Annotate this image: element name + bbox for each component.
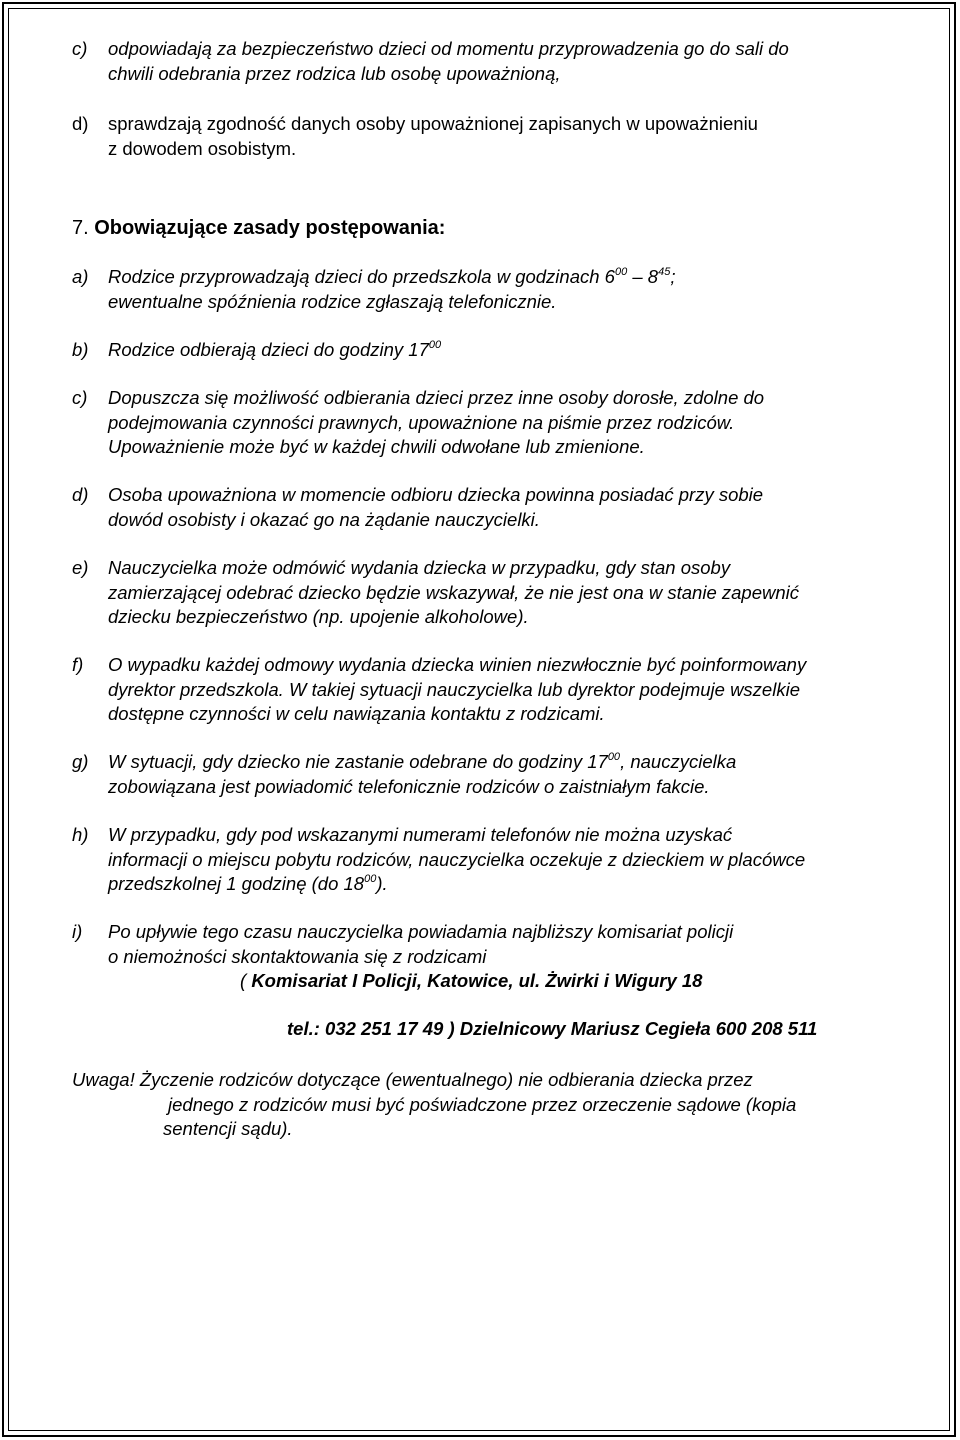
item-text-line: Po upływie tego czasu nauczycielka powiadamia najbliższy komisariat policji: [108, 921, 734, 942]
item-text-line: O wypadku każdej odmowy wydania dziecka winien niezwłocznie być poinformowany: [108, 654, 807, 675]
police-phone-line: tel.: 032 251 17 49 ) Dzielnicowy Mariusz Cegieła 600 208 511: [287, 1018, 818, 1039]
item-text-line: Dopuszcza się możliwość odbierania dzieci przez inne osoby dorosłe, zdolne do: [108, 387, 765, 408]
item-text-line: zobowiązana jest powiadomić telefonicznie rodziców o zaistniałym fakcie.: [108, 775, 710, 797]
item-text-line: dostępne czynności w celu nawiązania kontaktu z rodzicami.: [108, 703, 605, 724]
document-page: c) odpowiadają za bezpieczeństwo dzieci od momentu przyprowadzenia go do sali do chwili odebrania przez rodzica lub osobę upoważnioną, d) sprawdzają zgodność danych osoby upoważnionej zapisanych w upoważnieniu z dowodem osobistym. 7. Obowiązujące zasady postępowania: a) Rodzice przyprowadzają dzieci do przedszkola w godzinach $6^{00} - 8^{45}$; ewentualne spóźnienia rodzice zgłaszają telefonicznie. b) Rodzice odbierają dzieci do godziny $17^{00}$ c) Dopuszcza się możliwość odbierania dzieci przez inne osoby dorosłe, zdolne do podejmowania czynności prawnych, upoważnione na piśmie przez rodziców. Upoważnienie może być w każdej chwili odwołane lub zmienione. d) Osoba upoważniona w momencie odbioru dziecka powinna posiadać przy sobie dowód osobisty i okazać go na żądanie nauczycielki. e) Nauczycielka może odmówić wydania dziecka w przypadku, gdy stan osoby zamierzającej odebrać dziecko będzie wskazywał, że nie jest ona w stanie zapewnić dziecku bezpieczeństwo (np. upojenie alkoholowe). f) O wypadku każdej odmowy wydania dziecka winien niezwłocznie być poinformowany dyrektor przedszkola. W takiej sytuacji nauczycielka lub dyrektor podejmuje wszelkie dostępne czynności w celu nawiązania kontaktu z rodzicami. g) W sytuacji, gdy dziecko nie zastanie odebrane do godziny $17^{00}$, nauczycielka zobowiązana jest powiadomić telefonicznie rodziców o zaistniałym fakcie. h) W przypadku, gdy pod wskazanymi numerami telefonów nie można uzyskać informacji o miejscu pobytu rodziców, nauczycielka oczekuje z dzieckiem w placówce przedszkolnej 1 godzinę (do $18^{00}$). i) Po upływie tego czasu nauczycielka powiadamia najbliższy komisariat policji o niemożności skontaktowania się z rodzicami ( Komisariat I Policji, Katowice, ul. Żwirki i Wigury 18 tel.: 032 251 17 49 ) Dzielnicowy Mariusz Cegieła 600 208 511 Uwaga! Życzenie rodziców dotyczące (ewentualnego) nie odbierania dziecka przez jednego z rodziców musi być poświadczone przez orzeczenie sądowe (kopia sentencji sądu).: [0, 0, 960, 1440]
item-label: f): [72, 654, 84, 675]
item-text-line: dyrektor przedszkola. W takiej sytuacji nauczycielka lub dyrektor podejmuje wszelkie: [108, 678, 800, 700]
item-label: b): [72, 339, 89, 360]
item-text-line: Osoba upoważniona w momencie odbioru dziecka powinna posiadać przy sobie: [108, 484, 764, 505]
item-text-line: ewentualne spóźnienia rodzice zgłaszają telefonicznie.: [108, 290, 557, 312]
item-text-line: o niemożności skontaktowania się z rodzicami: [108, 945, 487, 967]
police-address: ( Komisariat I Policji, Katowice, ul. Żwirki i Wigury 18: [240, 970, 703, 991]
note-line: sentencji sądu).: [163, 1118, 293, 1139]
note-prefix: Uwaga!: [72, 1069, 135, 1090]
item-text-line: informacji o miejscu pobytu rodziców, nauczycielka oczekuje z dzieckiem w placówce: [108, 848, 806, 870]
item-label: e): [72, 557, 89, 578]
item-text-line: chwili odebrania przez rodzica lub osobę upoważnioną,: [108, 62, 561, 84]
section-title: Obowiązujące zasady postępowania:: [94, 217, 446, 239]
item-text-line: sprawdzają zgodność danych osoby upoważnionej zapisanych w upoważnieniu: [108, 113, 758, 134]
note-block: Uwaga! Życzenie rodziców dotyczące (ewentualnego) nie odbierania dziecka przez jednego z rodziców musi być poświadczone przez orzeczenie sądowe (kopia sentencji sądu).: [72, 1068, 796, 1142]
item-text-line: z dowodem osobistym.: [108, 137, 297, 159]
item-label: c): [72, 387, 88, 408]
item-text-line: odpowiadają za bezpieczeństwo dzieci od momentu przyprowadzenia go do sali do: [108, 38, 789, 59]
item-text-line: Upoważnienie może być w każdej chwili odwołane lub zmienione.: [108, 436, 645, 457]
item-label: a): [72, 266, 89, 287]
item-label: i): [72, 921, 83, 942]
section-number: 7.: [72, 217, 89, 239]
item-label: d): [72, 484, 89, 505]
item-text-line: Nauczycielka może odmówić wydania dziecka w przypadku, gdy stan osoby: [108, 557, 731, 578]
item-text-line: W przypadku, gdy pod wskazanymi numerami telefonów nie można uzyskać: [108, 824, 733, 845]
item-label: d): [72, 113, 89, 134]
item-label: h): [72, 824, 89, 845]
item-text-line: dowód osobisty i okazać go na żądanie nauczycielki.: [108, 508, 540, 530]
item-label: c): [72, 38, 88, 59]
item-text-line: zamierzającej odebrać dziecko będzie wskazywał, że nie jest ona w stanie zapewnić: [108, 581, 800, 603]
note-line: jednego z rodziców musi być poświadczone przez orzeczenie sądowe (kopia: [168, 1093, 797, 1115]
item-label: g): [72, 751, 89, 772]
item-text-line: podejmowania czynności prawnych, upoważnione na piśmie przez rodziców.: [108, 411, 735, 433]
item-text-line: dziecku bezpieczeństwo (np. upojenie alkoholowe).: [108, 606, 529, 627]
